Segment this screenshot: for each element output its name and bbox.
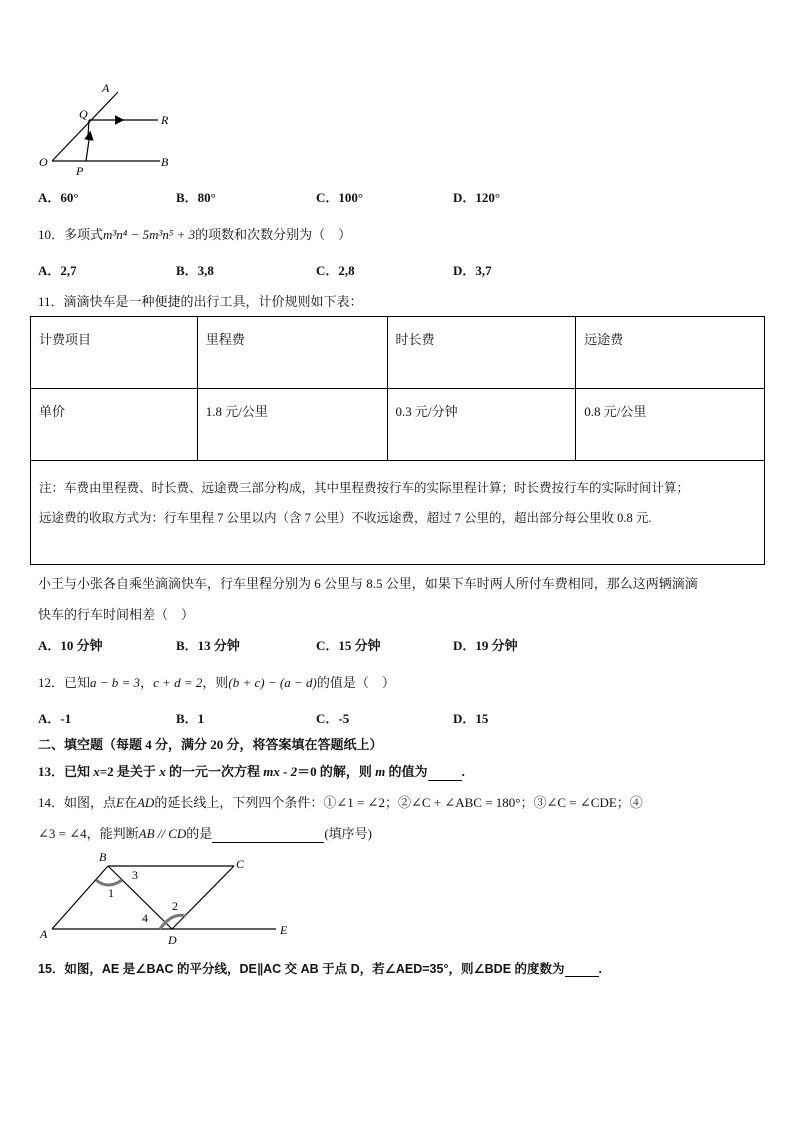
price-mileage: 1.8 元/公里 bbox=[197, 389, 387, 461]
label-a: A bbox=[40, 927, 48, 941]
q13-var-x2: x bbox=[159, 764, 166, 779]
q9-option-c: C．100° bbox=[316, 190, 364, 205]
label-b: B bbox=[99, 850, 107, 864]
figure-q9 bbox=[30, 78, 190, 178]
q12-option-a: A．-1 bbox=[38, 711, 72, 726]
q14-answer-blank[interactable] bbox=[212, 826, 324, 843]
q15-answer-blank[interactable] bbox=[565, 962, 599, 977]
q11-option-c: C．15 分钟 bbox=[316, 638, 381, 653]
q10-option-c: C．2,8 bbox=[316, 263, 355, 278]
segment-cd bbox=[172, 866, 234, 929]
q14-text-c: 的延长线上，下列四个条件：①∠1 = ∠2；②∠C + ∠ABC = 180°；③∠C = ∠CDE；④ bbox=[154, 795, 643, 810]
q9-option-d: D．120° bbox=[453, 190, 501, 205]
label-angle-3: 3 bbox=[132, 868, 138, 882]
label-q: Q bbox=[79, 107, 88, 121]
price-long-distance: 0.8 元/公里 bbox=[576, 389, 765, 461]
label-b: B bbox=[161, 155, 169, 169]
header-item: 计费项目 bbox=[31, 317, 198, 389]
question-11-stem: 11．滴滴快车是一种便捷的出行工具，计价规则如下表： bbox=[38, 294, 363, 309]
q14-text-d: ∠3 = ∠4，能判断 bbox=[38, 826, 139, 841]
question-12 bbox=[38, 672, 395, 691]
q14-point-e: E bbox=[116, 795, 124, 810]
segment-bd bbox=[108, 866, 172, 929]
question-13 bbox=[38, 761, 465, 781]
q14-text-a: 14．如图，点 bbox=[38, 795, 117, 810]
line-oa bbox=[52, 92, 118, 161]
q14-parallel: AB // CD bbox=[138, 826, 187, 841]
question-10 bbox=[38, 224, 351, 243]
price-duration: 0.3 元/分钟 bbox=[387, 389, 576, 461]
q13-end: . bbox=[461, 764, 465, 779]
label-r: R bbox=[161, 113, 169, 127]
ray-pq bbox=[86, 133, 90, 161]
label-c: C bbox=[236, 857, 245, 871]
q13-text-e: 的值为 bbox=[385, 764, 428, 779]
row-label-price: 单价 bbox=[31, 389, 198, 461]
segment-ab bbox=[52, 866, 108, 929]
label-p: P bbox=[76, 164, 84, 178]
q10-option-b: B．3,8 bbox=[176, 263, 214, 278]
q11-option-b: B．13 分钟 bbox=[176, 638, 240, 653]
figure-q14 bbox=[36, 846, 306, 950]
q13-text-c: 的一元一次方程 bbox=[165, 764, 264, 779]
label-o: O bbox=[39, 155, 48, 169]
label-e: E bbox=[280, 923, 288, 937]
q12-option-b: B．1 bbox=[176, 711, 205, 726]
q12-cond2: c + d = 2 bbox=[153, 675, 203, 690]
angle-arc-b bbox=[96, 880, 122, 885]
q12-option-d: D．15 bbox=[453, 711, 489, 726]
section-2-title: 二、填空题（每题 4 分，满分 20 分，将答案填在答题纸上） bbox=[38, 737, 383, 752]
q15-end: . bbox=[598, 962, 602, 976]
label-d: D bbox=[168, 933, 177, 947]
q12-prefix: 12．已知 bbox=[38, 675, 91, 690]
q13-text-a: 13．已知 bbox=[38, 764, 94, 779]
label-a: A bbox=[102, 81, 110, 95]
q9-option-b: B．80° bbox=[176, 190, 216, 205]
question-14-line-2 bbox=[38, 823, 372, 843]
q13-answer-blank[interactable] bbox=[428, 764, 462, 781]
q11-option-d: D．19 分钟 bbox=[453, 638, 518, 653]
q10-option-a: A．2,7 bbox=[38, 263, 77, 278]
q11-option-a: A．10 分钟 bbox=[38, 638, 103, 653]
q10-suffix: 的项数和次数分别为（ ） bbox=[195, 227, 352, 242]
q15-text: 15．如图，AE 是∠BAC 的平分线，DE∥AC 交 AB 于点 D，若∠AED=35°，则∠BDE 的度数为 bbox=[38, 962, 565, 976]
question-15 bbox=[38, 959, 602, 977]
q12-mid: ，则 bbox=[202, 675, 229, 690]
q14-text-b: 在 bbox=[123, 795, 137, 810]
note-line-1: 注：车费由里程费、时长费、远途费三部分构成，其中里程费按行车的实际里程计算；时长费按行车的实际时间计算； bbox=[39, 481, 690, 495]
q13-equation: mx - 2 bbox=[263, 764, 298, 779]
q10-option-d: D．3,7 bbox=[453, 263, 492, 278]
label-angle-1: 1 bbox=[108, 886, 114, 900]
q14-segment-ad: AD bbox=[136, 795, 155, 810]
q12-option-c: C．-5 bbox=[316, 711, 350, 726]
q13-text-b: =2 是关于 bbox=[99, 764, 160, 779]
question-14-line-1 bbox=[38, 792, 643, 811]
angle-arc-d bbox=[160, 915, 186, 929]
question-11-line-1: 小王与小张各自乘坐滴滴快车，行车里程分别为 6 公里与 8.5 公里，如果下车时两人所付车费相同，那么这两辆滴滴 bbox=[38, 576, 698, 591]
q12-sep: ， bbox=[140, 675, 154, 690]
fare-table bbox=[30, 316, 765, 565]
q13-var-m: m bbox=[375, 764, 386, 779]
q12-expression: (b + c) − (a − d) bbox=[228, 675, 317, 690]
question-11-line-2: 快车的行车时间相差（ ） bbox=[38, 607, 195, 622]
q9-option-a: A．60° bbox=[38, 190, 79, 205]
label-angle-2: 2 bbox=[172, 899, 178, 913]
q14-text-e: 的是 bbox=[186, 826, 213, 841]
q13-text-d: ＝0 的解，则 bbox=[297, 764, 376, 779]
q10-prefix: 10．多项式 bbox=[38, 227, 104, 242]
note-line-2: 远途费的收取方式为：行车里程 7 公里以内（含 7 公里）不收远途费，超过 7 公里的，超出部分每公里收 0.8 元. bbox=[39, 511, 652, 525]
q14-text-f: (填序号) bbox=[324, 826, 372, 841]
table-note bbox=[31, 461, 765, 565]
q12-cond1: a − b = 3 bbox=[90, 675, 141, 690]
header-duration: 时长费 bbox=[387, 317, 576, 389]
label-angle-4: 4 bbox=[142, 911, 148, 925]
q10-expression: m³n⁴ − 5m³n⁵ + 3 bbox=[103, 227, 196, 242]
q12-suffix: 的值是（ ） bbox=[316, 675, 395, 690]
header-long-distance: 远途费 bbox=[576, 317, 765, 389]
q13-var-x1: x bbox=[93, 764, 100, 779]
header-mileage: 里程费 bbox=[197, 317, 387, 389]
